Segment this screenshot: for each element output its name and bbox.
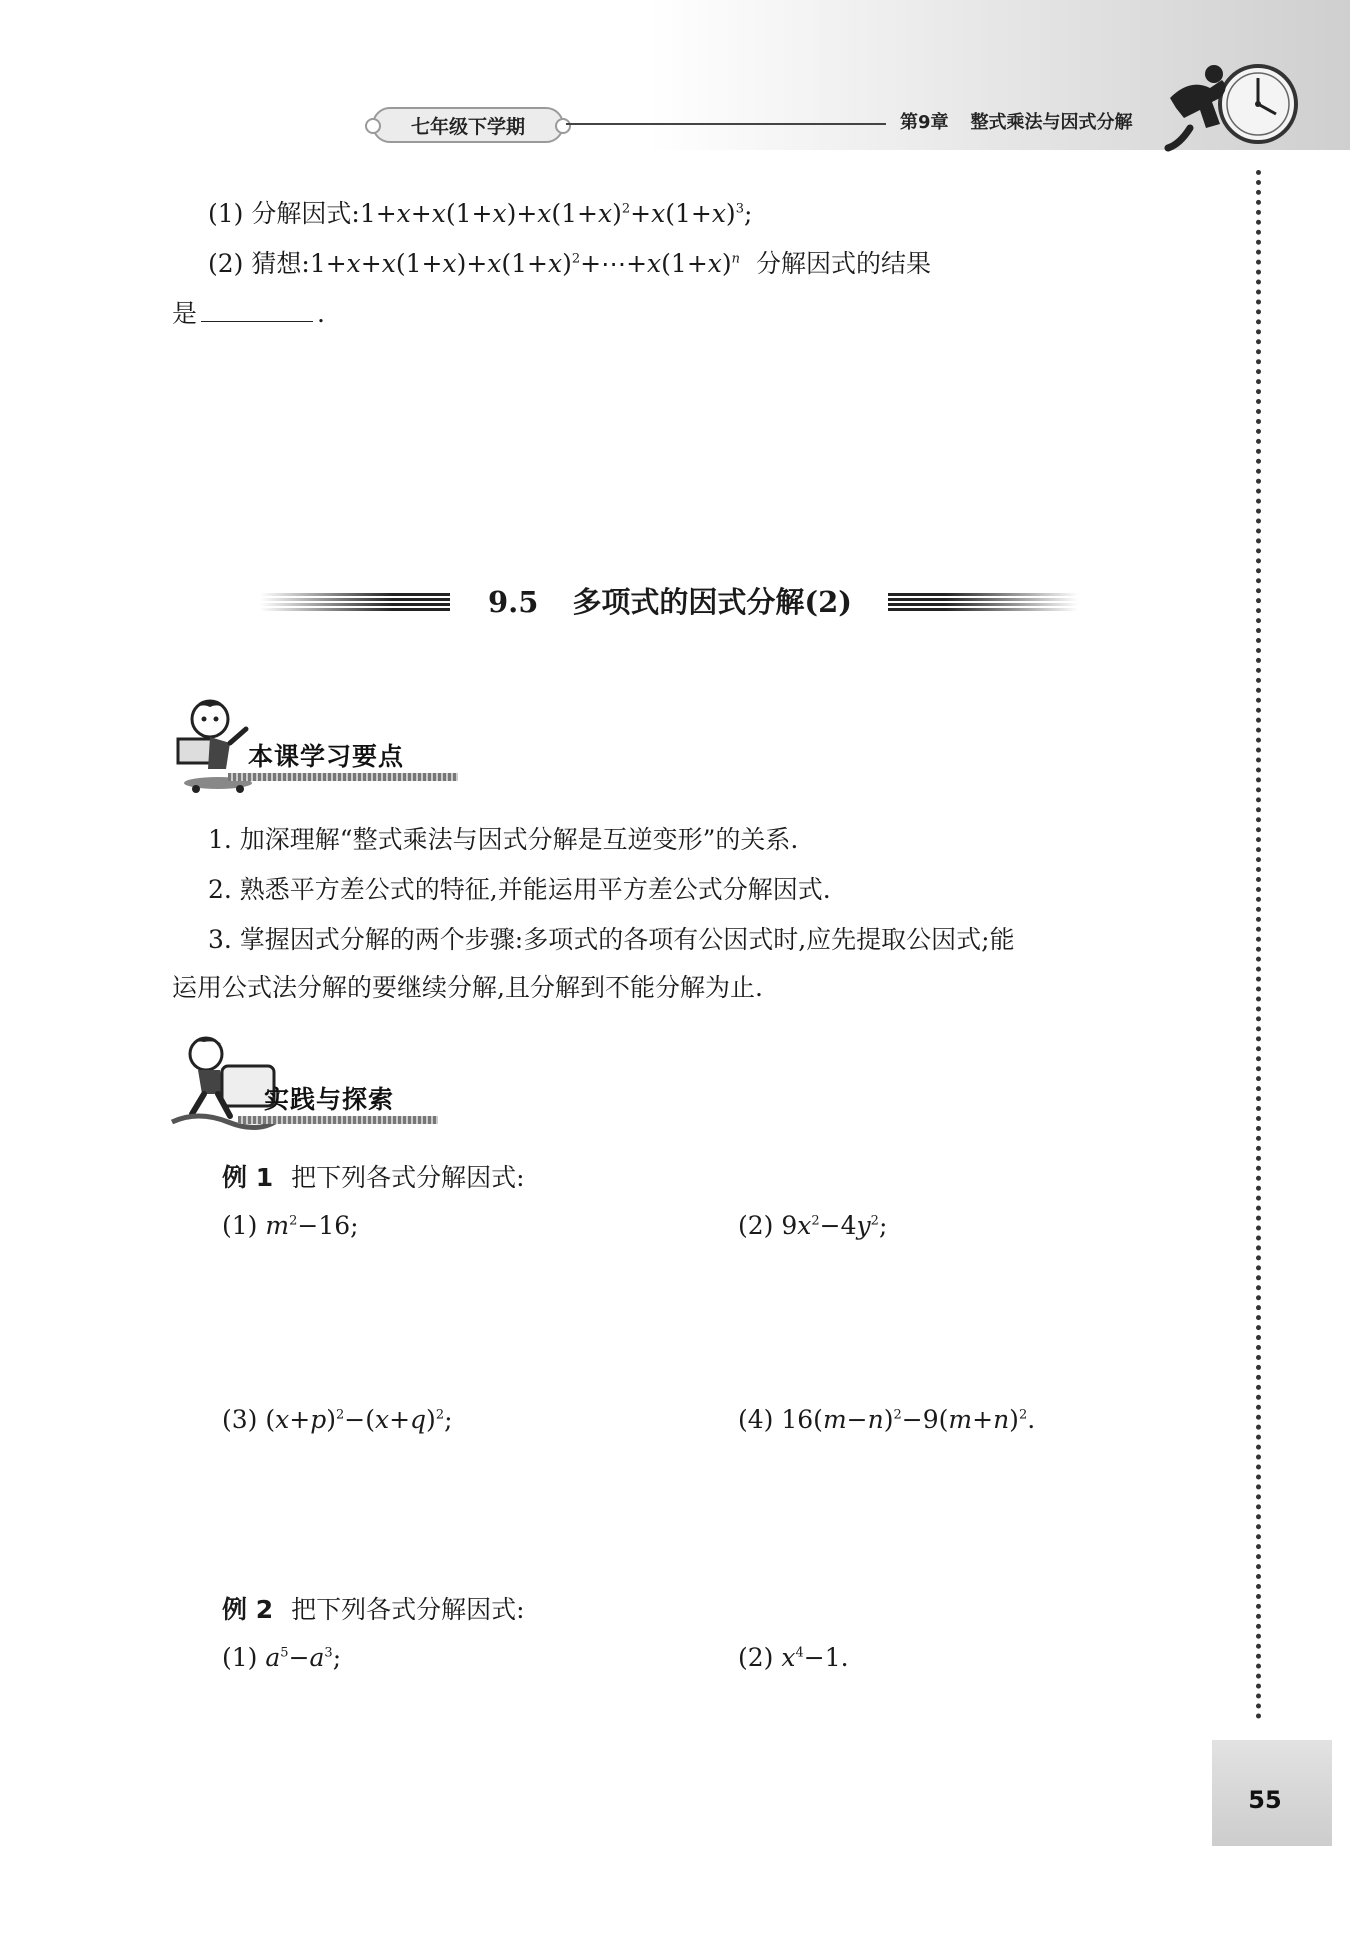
part-text: 分解因式: bbox=[251, 199, 360, 228]
example1-heading bbox=[222, 1160, 525, 1196]
formula: $1+x+x(1+x)+x(1+x)^2+\cdots+x(1+x)^n$ bbox=[309, 249, 741, 278]
key-point-3-cont: 运用公式法分解的要继续分解,且分解到不能分解为止. bbox=[172, 973, 763, 1002]
section-rule-right bbox=[888, 593, 1078, 612]
part-tail: 分解因式的结果 bbox=[755, 249, 931, 278]
item-label: (3) bbox=[222, 1405, 258, 1434]
grade-label: 七年级下学期 bbox=[372, 107, 564, 143]
prev-problem-part2 bbox=[208, 246, 931, 282]
formula: $16(m-n)^2-9(m+n)^2$. bbox=[781, 1405, 1036, 1434]
prev-problem-part2-cont bbox=[172, 296, 325, 332]
item-label: (2) bbox=[738, 1211, 774, 1240]
section-number: 9.5 bbox=[487, 585, 539, 619]
item-label: (1) bbox=[222, 1211, 258, 1240]
chapter-number: 第9章 bbox=[900, 112, 949, 133]
key-points-heading: 本课学习要点 bbox=[248, 742, 405, 771]
cont-end: . bbox=[317, 299, 325, 328]
key-point-2: 2. 熟悉平方差公式的特征,并能运用平方差公式分解因式. bbox=[208, 875, 831, 904]
key-point-1: 1. 加深理解“整式乘法与因式分解是互逆变形”的关系. bbox=[208, 825, 799, 854]
item-label: (4) bbox=[738, 1405, 774, 1434]
answer-blank bbox=[201, 297, 313, 322]
chapter-name: 整式乘法与因式分解 bbox=[970, 112, 1133, 133]
part-text: 猜想: bbox=[251, 249, 310, 278]
example1-item2 bbox=[738, 1208, 887, 1244]
badge-bar bbox=[238, 1116, 438, 1124]
example2-prompt: 把下列各式分解因式: bbox=[291, 1595, 525, 1624]
part-label: (2) bbox=[208, 249, 244, 278]
runner-clock-icon bbox=[1150, 58, 1300, 158]
part-label: (1) bbox=[208, 199, 244, 228]
dotted-margin bbox=[1256, 170, 1261, 1720]
formula: $a^5-a^3$; bbox=[265, 1643, 342, 1672]
example2-label: 例 2 bbox=[222, 1595, 274, 1624]
formula: $x^4-1$. bbox=[781, 1643, 849, 1672]
example2-item2 bbox=[738, 1640, 849, 1676]
item-label: (1) bbox=[222, 1643, 258, 1672]
practice-badge bbox=[168, 1030, 448, 1140]
item-label: (2) bbox=[738, 1643, 774, 1672]
example2-item1 bbox=[222, 1640, 341, 1676]
header-rule bbox=[566, 123, 886, 125]
example1-item3 bbox=[222, 1402, 453, 1438]
example1-item4 bbox=[738, 1402, 1035, 1438]
prev-problem-part1 bbox=[208, 196, 752, 232]
badge-bar bbox=[228, 773, 458, 781]
formula: $9x^2-4y^2$; bbox=[781, 1211, 888, 1240]
section-name: 多项式的因式分解(2) bbox=[572, 585, 853, 619]
practice-heading: 实践与探索 bbox=[264, 1085, 395, 1114]
formula: $(x+p)^2-(x+q)^2$; bbox=[265, 1405, 453, 1434]
page-number: 55 bbox=[1248, 1786, 1282, 1814]
example1-prompt: 把下列各式分解因式: bbox=[291, 1163, 525, 1192]
key-point-3: 3. 掌握因式分解的两个步骤:多项式的各项有公因式时,应先提取公因式;能 bbox=[208, 925, 1015, 954]
example1-label: 例 1 bbox=[222, 1163, 274, 1192]
section-rule-left bbox=[260, 593, 450, 612]
example1-item1 bbox=[222, 1208, 359, 1244]
formula: $1+x+x(1+x)+x(1+x)^2+x(1+x)^3$; bbox=[359, 199, 753, 228]
key-points-badge bbox=[168, 695, 458, 795]
cont-text: 是 bbox=[172, 299, 198, 328]
formula: $m^2-16$; bbox=[265, 1211, 359, 1240]
section-title bbox=[456, 580, 884, 621]
example2-heading bbox=[222, 1592, 525, 1628]
header-band bbox=[0, 0, 1350, 150]
chapter-title bbox=[900, 108, 1133, 138]
